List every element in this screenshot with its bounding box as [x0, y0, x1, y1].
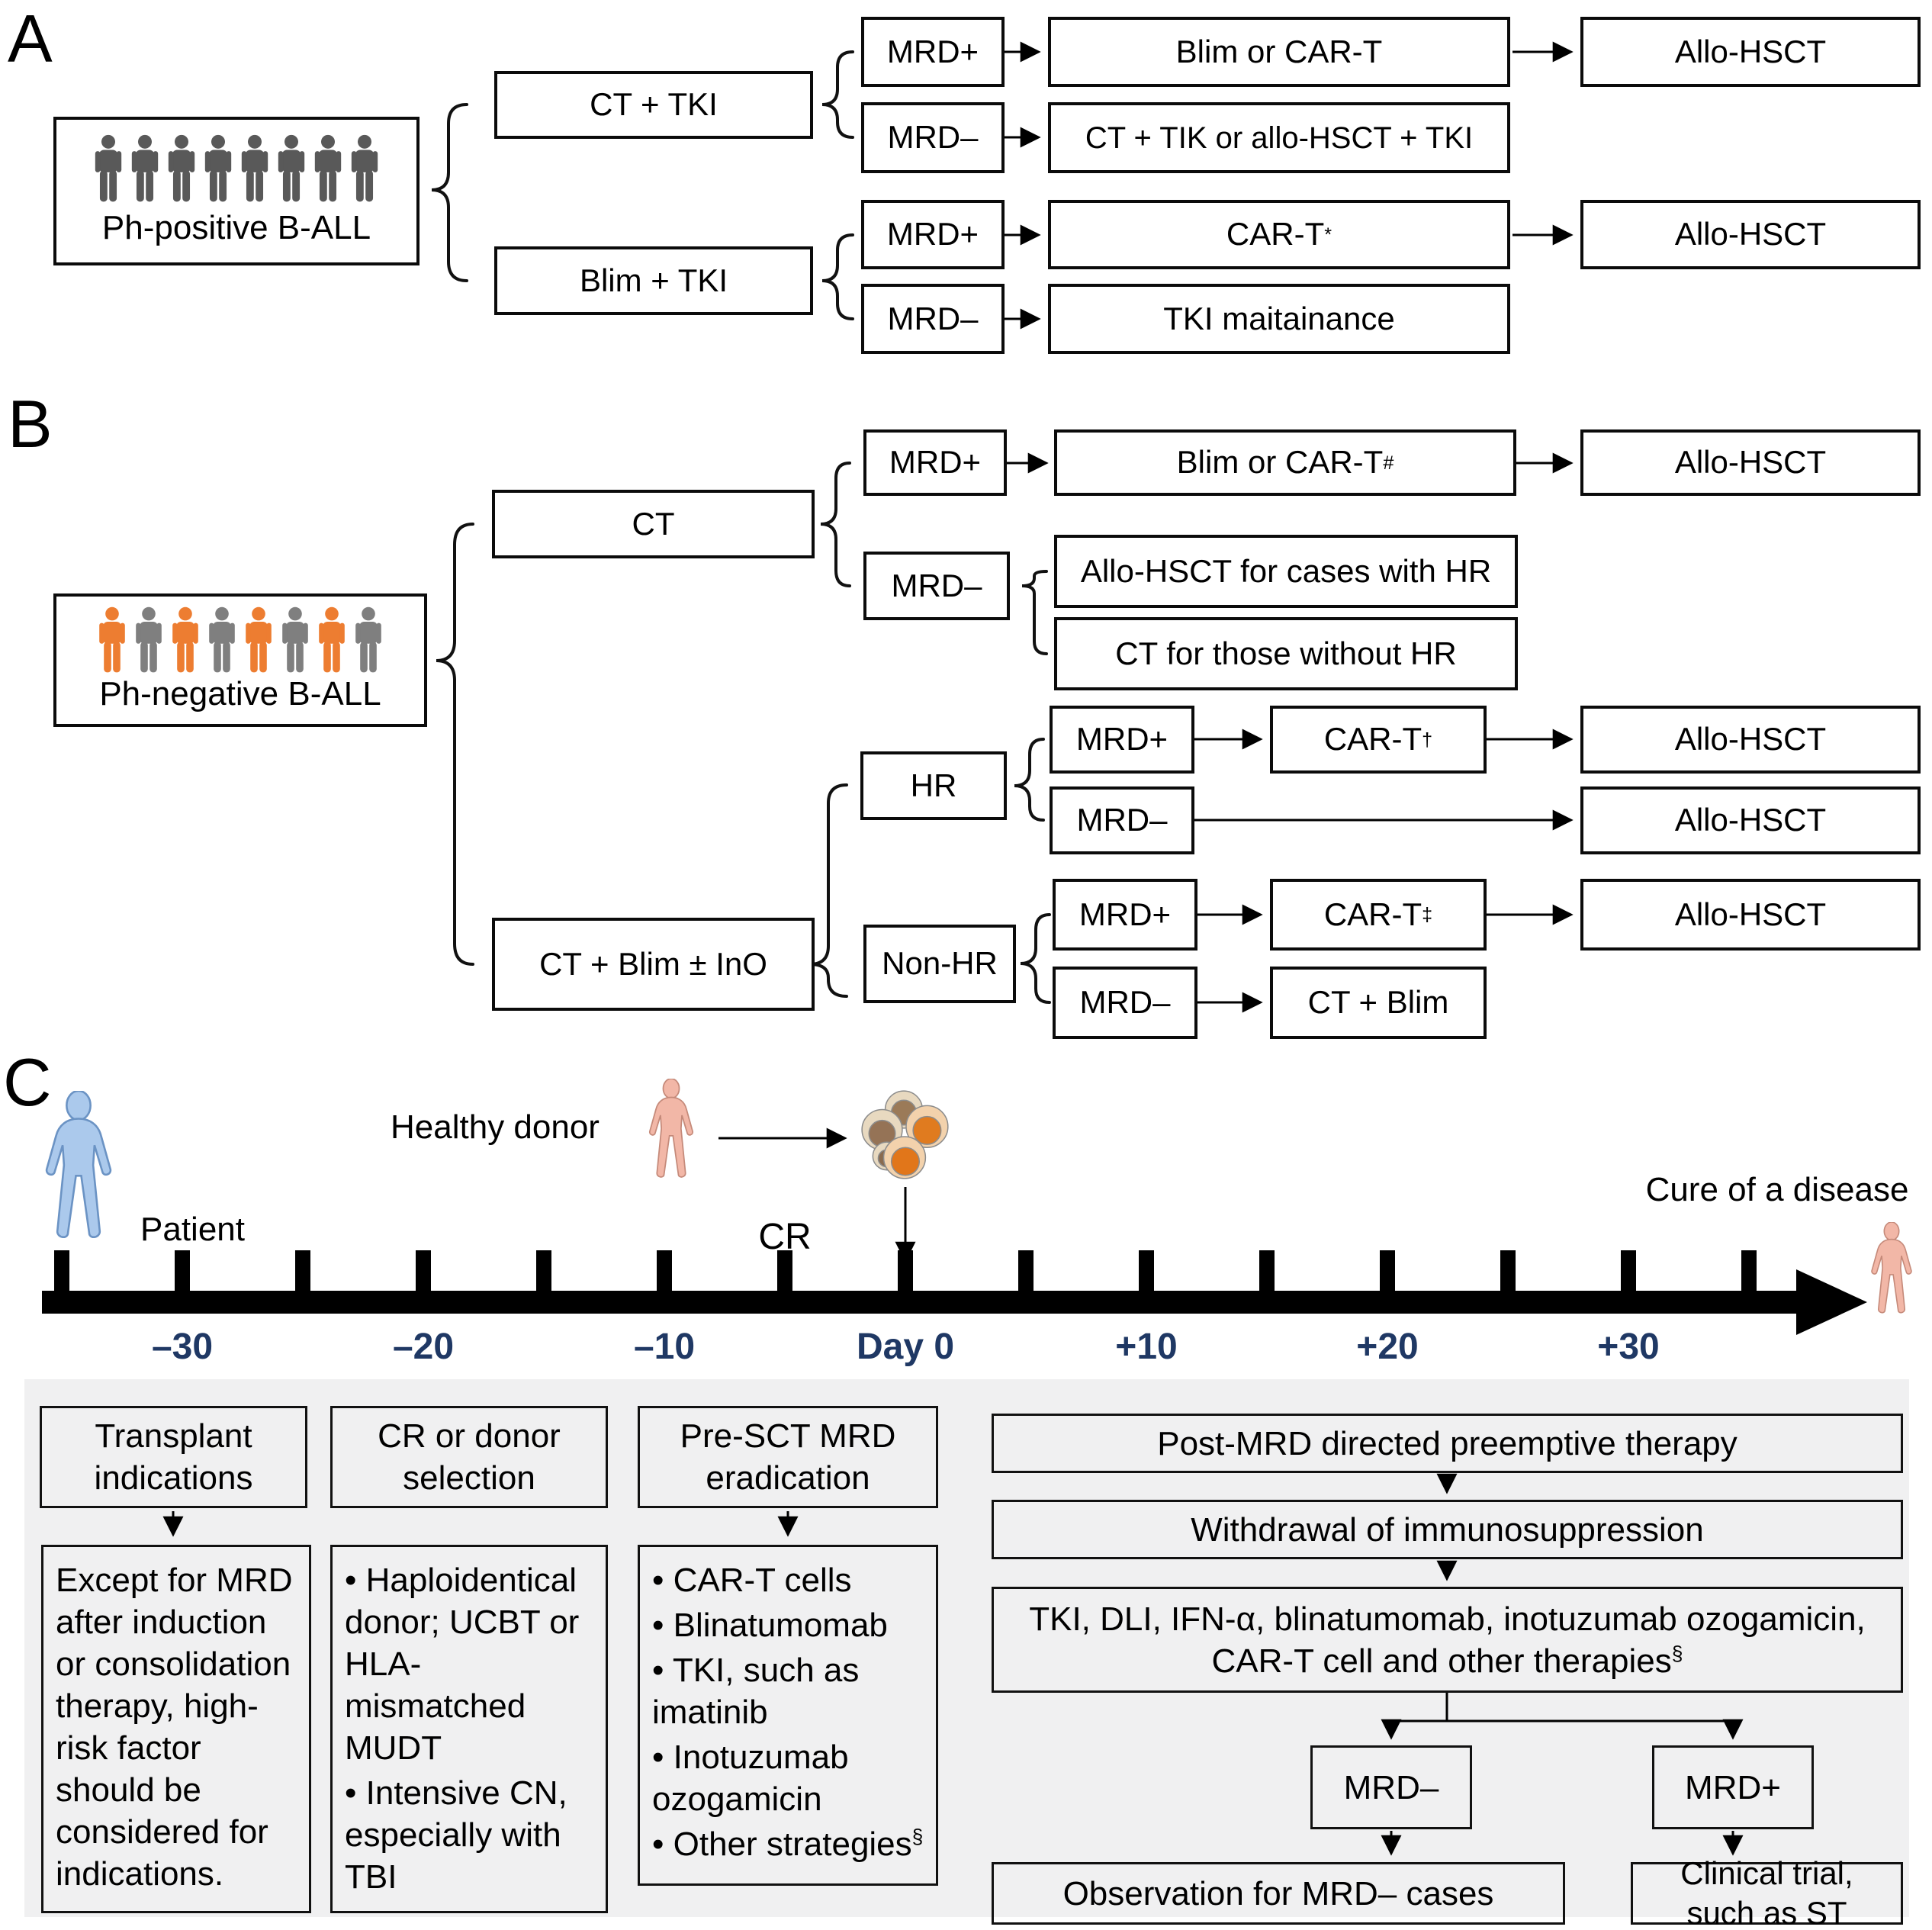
timeline-axis [42, 1291, 1796, 1314]
person-icon [314, 134, 342, 203]
box-allo-for-hr: Allo-HSCT for cases with HR [1054, 535, 1518, 608]
box-withdrawal-immunosuppression: Withdrawal of immunosuppression [992, 1500, 1903, 1559]
box-cart-star: CAR-T * [1048, 200, 1510, 269]
person-icon [204, 134, 232, 203]
box-allo-hsct-b-ct: Allo-HSCT [1580, 429, 1921, 496]
box-mrd-neg-hr: MRD– [1050, 786, 1194, 854]
person-icon [241, 134, 268, 203]
brace-b-nonhr [1021, 915, 1050, 1002]
list-item [652, 1823, 924, 1865]
tick-label-minus10: –10 [633, 1327, 696, 1367]
box-label: CAR-T [1323, 896, 1422, 932]
box-label [1005, 1598, 1890, 1682]
box-label-text: TKI, DLI, IFN-α, blinatumomab, inotuzumab ozogamicin, CAR-T cell and other therapies [1029, 1600, 1866, 1680]
brace-b-hr [1014, 739, 1043, 820]
timeline-ticks [54, 1250, 1757, 1291]
person-icon [355, 606, 382, 674]
cure-label: Cure of a disease [1645, 1170, 1909, 1208]
person-icon [278, 134, 305, 203]
person-icon [351, 134, 378, 203]
box-ph-negative-source [53, 593, 427, 727]
list-item-text: • Other strategies [652, 1825, 912, 1863]
ph-negative-cohort-icons [98, 606, 382, 674]
tick-label-minus30: –30 [151, 1327, 214, 1367]
box-mrd-neg-a2: MRD– [861, 284, 1005, 354]
person-icon [172, 606, 199, 674]
person-icon [168, 134, 195, 203]
brace-a-main [432, 105, 467, 281]
box-blim-or-cart-b: Blim or CAR-T # [1054, 429, 1516, 496]
box-mrd-pos-hr: MRD+ [1050, 706, 1194, 774]
panel-b-label: B [8, 386, 53, 462]
box-ct-blim-ino: CT + Blim ± InO [492, 918, 815, 1011]
list-item: • Inotuzumab ozogamicin [652, 1739, 849, 1818]
panel-a-label: A [8, 1, 53, 76]
box-tki-maintenance: TKI maitainance [1048, 284, 1510, 354]
box-mrd-pos-nonhr: MRD+ [1053, 879, 1197, 951]
box-transplant-indications-detail: Except for MRD after induction or consolidation therapy, high-risk factor should be considered for indications. [41, 1545, 311, 1913]
box-non-hr: Non-HR [863, 925, 1016, 1003]
box-label: Blim or CAR-T [1176, 444, 1384, 481]
box-mrd-pos-a1: MRD+ [861, 17, 1005, 87]
person-icon [131, 134, 159, 203]
list-item: • Haploidentical donor; UCBT or HLA-mismatched MUDT [345, 1562, 580, 1767]
box-label: CAR-T [1323, 721, 1422, 758]
person-icon [245, 606, 272, 674]
box-mrd-neg-b-ct: MRD– [863, 552, 1010, 620]
box-post-hsct-therapies [992, 1587, 1903, 1693]
box-hr: HR [860, 751, 1007, 820]
box-ct: CT [492, 490, 815, 558]
person-icon [281, 606, 309, 674]
box-post-mrd-preemptive-therapy: Post-MRD directed preemptive therapy [992, 1414, 1903, 1473]
box-cart-dagger: CAR-T † [1270, 706, 1487, 774]
box-mrd-pos-c: MRD+ [1652, 1745, 1814, 1829]
ph-positive-cohort-icons [95, 134, 378, 203]
brace-b-blim [810, 785, 847, 996]
timeline-arrowhead [1796, 1269, 1867, 1335]
donor-label: Healthy donor [391, 1108, 600, 1146]
source-label: Ph-positive B-ALL [101, 208, 371, 246]
box-allo-hsct-hr2: Allo-HSCT [1580, 786, 1921, 854]
cr-label: CR [758, 1216, 812, 1257]
list-item: • CAR-T cells [652, 1562, 852, 1599]
box-ct-tik-allo: CT + TIK or allo-HSCT + TKI [1048, 102, 1510, 173]
donor-icon [639, 1079, 703, 1195]
person-icon [318, 606, 346, 674]
brace-a-bottom [822, 235, 853, 319]
box-transplant-indications: Transplant indications [40, 1406, 307, 1508]
box-observation-mrd-neg: Observation for MRD– cases [992, 1862, 1565, 1925]
superscript: § [1671, 1641, 1683, 1665]
box-allo-hsct-a1: Allo-HSCT [1580, 17, 1921, 87]
box-ct-blim-small: CT + Blim [1270, 967, 1487, 1039]
brace-b-main [436, 524, 473, 964]
box-allo-hsct-nonhr: Allo-HSCT [1580, 879, 1921, 951]
brace-b-ct-neg [1022, 571, 1046, 654]
patient-icon [32, 1091, 125, 1263]
panel-c-label: C [3, 1044, 52, 1120]
box-mrd-neg-c: MRD– [1310, 1745, 1472, 1829]
person-icon [135, 606, 162, 674]
box-mrd-neg-nonhr: MRD– [1053, 967, 1197, 1039]
tick-label-minus20: –20 [392, 1327, 455, 1367]
source-label: Ph-negative B-ALL [99, 674, 381, 712]
box-presct-mrd-eradication: Pre-SCT MRD eradication [638, 1406, 938, 1508]
person-icon [208, 606, 236, 674]
tick-label-plus20: +20 [1356, 1327, 1419, 1367]
list-item: • Intensive CN, especially with TBI [345, 1774, 567, 1896]
box-allo-hsct-hr1: Allo-HSCT [1580, 706, 1921, 774]
box-mrd-pos-b-ct: MRD+ [863, 429, 1007, 496]
cured-patient-icon [1863, 1222, 1921, 1329]
box-clinical-trial: Clinical trial, such as ST [1631, 1862, 1903, 1925]
superscript: § [911, 1825, 924, 1848]
brace-a-top [822, 52, 853, 137]
box-ph-positive-source [53, 117, 420, 265]
box-label: CAR-T [1226, 216, 1325, 253]
person-icon [95, 134, 122, 203]
stem-cells-icon [856, 1086, 956, 1185]
box-blim-or-cart-a: Blim or CAR-T [1048, 17, 1510, 87]
list-item: • TKI, such as imatinib [652, 1652, 860, 1731]
tick-label-day0: Day 0 [856, 1327, 955, 1367]
list-item: • Blinatumomab [652, 1607, 888, 1644]
box-mrd-pos-a2: MRD+ [861, 200, 1005, 269]
box-ct-tki: CT + TKI [494, 71, 813, 139]
box-ct-without-hr: CT for those without HR [1054, 617, 1518, 690]
box-cart-ddagger: CAR-T ‡ [1270, 879, 1487, 951]
box-mrd-neg-a1: MRD– [861, 102, 1005, 173]
patient-label: Patient [140, 1210, 245, 1248]
brace-b-ct [821, 463, 850, 586]
box-cr-donor-selection: CR or donor selection [330, 1406, 608, 1508]
tick-label-plus10: +10 [1115, 1327, 1178, 1367]
box-allo-hsct-a2: Allo-HSCT [1580, 200, 1921, 269]
person-icon [98, 606, 126, 674]
tick-label-plus30: +30 [1597, 1327, 1660, 1367]
box-cr-donor-selection-detail [330, 1545, 608, 1913]
box-presct-mrd-eradication-detail [638, 1545, 938, 1886]
box-blim-tki: Blim + TKI [494, 246, 813, 315]
